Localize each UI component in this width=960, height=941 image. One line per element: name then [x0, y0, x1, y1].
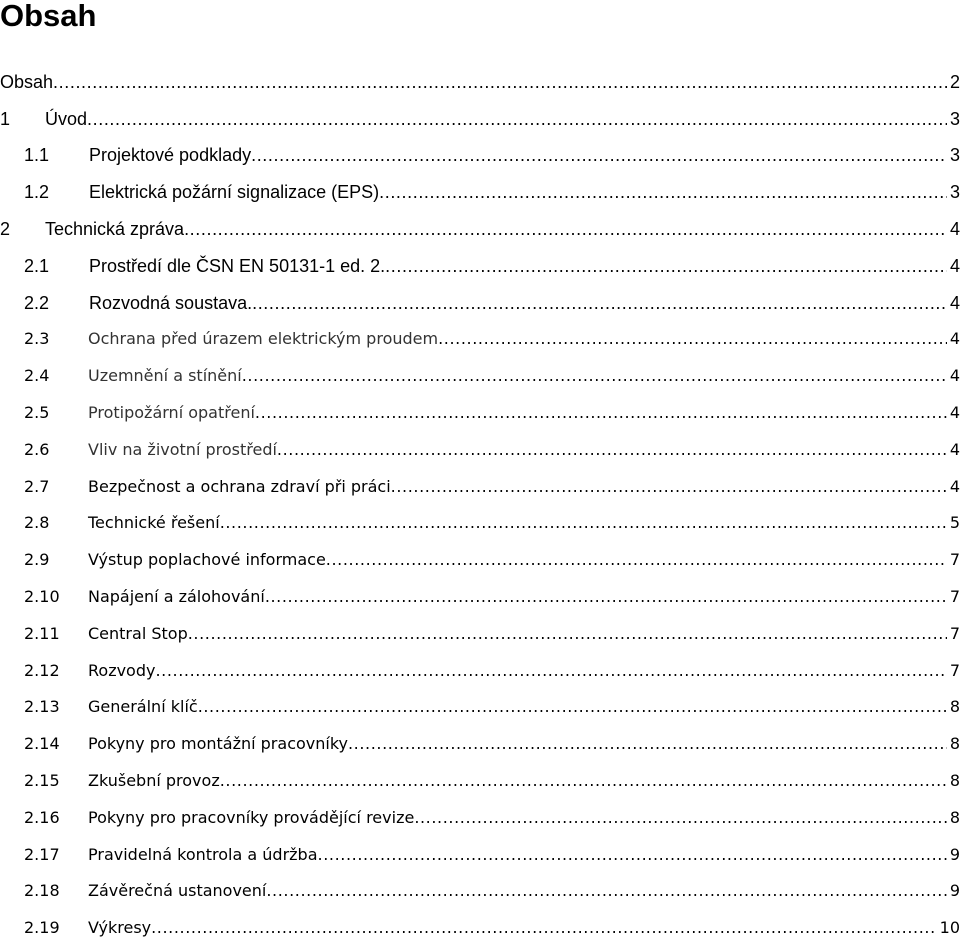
toc-entry-page: 5 [949, 513, 960, 533]
toc-dot-leader [255, 400, 947, 426]
toc-dot-leader [414, 805, 947, 831]
toc-entry-number: 2.8 [24, 513, 50, 533]
toc-entry-title: Závěrečná ustanovení [88, 881, 267, 901]
toc-entry-page: 4 [949, 255, 960, 276]
toc-entry-page: 3 [949, 182, 960, 203]
toc-entry[interactable] [0, 426, 960, 463]
toc-entry-title: Pokyny pro pracovníky provádějící revize [88, 807, 415, 827]
toc-dot-leader [348, 731, 947, 757]
toc-entry-title: Zkušební provoz [88, 770, 220, 790]
toc-entry-number: 1.1 [24, 145, 50, 166]
toc-dot-leader [155, 658, 946, 684]
toc-entry-number: 2.11 [24, 623, 60, 643]
toc-entry-title: Obsah [0, 71, 54, 92]
toc-entry-page: 4 [949, 329, 960, 349]
toc-dot-leader [87, 106, 947, 132]
toc-entry-page: 2 [949, 71, 960, 92]
toc-dot-leader [379, 179, 947, 205]
toc-entry[interactable] [0, 684, 960, 721]
toc-entry-number: 2.5 [24, 402, 50, 422]
toc-entry[interactable] [0, 463, 960, 500]
toc-entry-page: 4 [949, 218, 960, 239]
toc-entry-page: 8 [949, 697, 960, 717]
toc-entry-number: 2 [0, 218, 11, 239]
toc-entry-page: 9 [949, 881, 960, 901]
toc-entry[interactable] [0, 352, 960, 389]
toc-entry-number: 2.19 [24, 918, 60, 938]
toc-entry-number: 2.12 [24, 660, 60, 680]
toc-entry[interactable] [0, 536, 960, 573]
toc-entry-title: Pokyny pro montážní pracovníky [88, 734, 348, 754]
toc-dot-leader [151, 915, 937, 941]
toc-entry-title: Protipožární opatření [88, 402, 255, 422]
toc-entry[interactable] [0, 316, 960, 353]
toc-entry-page: 8 [949, 734, 960, 754]
toc-dot-leader [265, 584, 947, 610]
toc-entry-page: 10 [939, 918, 960, 938]
toc-entry[interactable] [0, 205, 960, 242]
toc-entry-number: 2.15 [24, 770, 60, 790]
toc-entry-title: Pravidelná kontrola a údržba [88, 844, 318, 864]
toc-entry-number: 2.6 [24, 439, 50, 459]
toc-entry-title: Úvod [45, 108, 88, 129]
toc-entry-number: 2.2 [24, 292, 50, 313]
toc-entry[interactable] [0, 647, 960, 684]
toc-entry-page: 4 [949, 402, 960, 422]
toc-entry-page: 4 [949, 292, 960, 313]
toc-entry-title: Výkresy [88, 918, 152, 938]
toc-entry-number: 2.17 [24, 844, 60, 864]
toc-entry-title: Uzemnění a stínění [88, 366, 242, 386]
toc-entry[interactable] [0, 168, 960, 205]
toc-entry-page: 4 [949, 476, 960, 496]
toc-entry[interactable] [0, 720, 960, 757]
toc-entry-title: Central Stop [88, 623, 188, 643]
toc-dot-leader [266, 878, 946, 904]
toc-entry-number: 1 [0, 108, 11, 129]
toc-entry-number: 2.18 [24, 881, 60, 901]
toc-entry-title: Generální klíč [88, 697, 198, 717]
toc-dot-leader [277, 437, 947, 463]
toc-entry-page: 7 [949, 550, 960, 570]
toc-entry-title: Výstup poplachové informace [88, 550, 326, 570]
toc-dot-leader [53, 69, 947, 95]
toc-entry-page: 7 [949, 660, 960, 680]
toc-dot-leader [188, 621, 947, 647]
toc-entry-title: Napájení a zálohování [88, 586, 265, 606]
toc-dot-leader [220, 768, 947, 794]
toc-entry[interactable] [0, 500, 960, 537]
toc-entry-page: 4 [949, 439, 960, 459]
toc-entry-title: Prostředí dle ČSN EN 50131-1 ed. 2. [89, 255, 386, 276]
toc-entry[interactable] [0, 573, 960, 610]
toc-entry[interactable] [0, 610, 960, 647]
toc-dot-leader [220, 510, 947, 536]
toc-dot-leader [391, 474, 947, 500]
toc-entry-number: 2.13 [24, 697, 60, 717]
toc-entry-number: 2.3 [24, 329, 50, 349]
toc-entry[interactable] [0, 95, 960, 132]
toc-entry[interactable] [0, 794, 960, 831]
toc-entry-title: Vliv na životní prostředí [88, 439, 277, 459]
toc-entry-number: 2.14 [24, 734, 60, 754]
toc-dot-leader [252, 290, 947, 316]
toc-dot-leader [242, 363, 947, 389]
toc-entry-number: 2.16 [24, 807, 60, 827]
toc-entry-number: 2.9 [24, 550, 50, 570]
toc-dot-leader [385, 253, 947, 279]
toc-entry[interactable] [0, 904, 960, 941]
toc-entry-page: 7 [949, 586, 960, 606]
toc-entry-page: 4 [949, 366, 960, 386]
toc-entry-title: Projektové podklady [89, 145, 252, 166]
toc-entry-page: 3 [949, 108, 960, 129]
toc-entry[interactable] [0, 757, 960, 794]
toc-dot-leader [318, 842, 947, 868]
toc-dot-leader [251, 142, 947, 168]
toc-entry-page: 9 [949, 844, 960, 864]
toc-entry[interactable] [0, 58, 960, 95]
toc-entry[interactable] [0, 242, 960, 279]
toc-entry-page: 3 [949, 145, 960, 166]
toc-dot-leader [184, 216, 947, 242]
toc-entry-number: 2.1 [24, 255, 50, 276]
toc-entry-page: 8 [949, 770, 960, 790]
toc-entry-title: Bezpečnost a ochrana zdraví při práci [88, 476, 391, 496]
toc-entry-number: 2.7 [24, 476, 50, 496]
table-of-contents [0, 58, 960, 941]
toc-entry-title: Elektrická požární signalizace (EPS) [89, 182, 380, 203]
toc-dot-leader [326, 547, 947, 573]
toc-entry-title: Ochrana před úrazem elektrickým proudem [88, 329, 439, 349]
toc-entry[interactable] [0, 831, 960, 868]
toc-entry-title: Technické řešení [88, 513, 220, 533]
toc-entry-number: 2.10 [24, 586, 60, 606]
toc-entry-page: 7 [949, 623, 960, 643]
toc-dot-leader [438, 326, 947, 352]
toc-dot-leader [198, 694, 947, 720]
toc-entry[interactable] [0, 132, 960, 169]
toc-entry[interactable] [0, 389, 960, 426]
toc-entry[interactable] [0, 868, 960, 905]
toc-heading: Obsah [0, 0, 97, 33]
toc-entry-number: 1.2 [24, 182, 50, 203]
toc-entry-title: Rozvodná soustava. [89, 292, 253, 313]
toc-entry-page: 8 [949, 807, 960, 827]
toc-entry-number: 2.4 [24, 366, 50, 386]
toc-entry[interactable] [0, 279, 960, 316]
toc-entry-title: Technická zpráva [45, 218, 185, 239]
toc-entry-title: Rozvody [88, 660, 156, 680]
